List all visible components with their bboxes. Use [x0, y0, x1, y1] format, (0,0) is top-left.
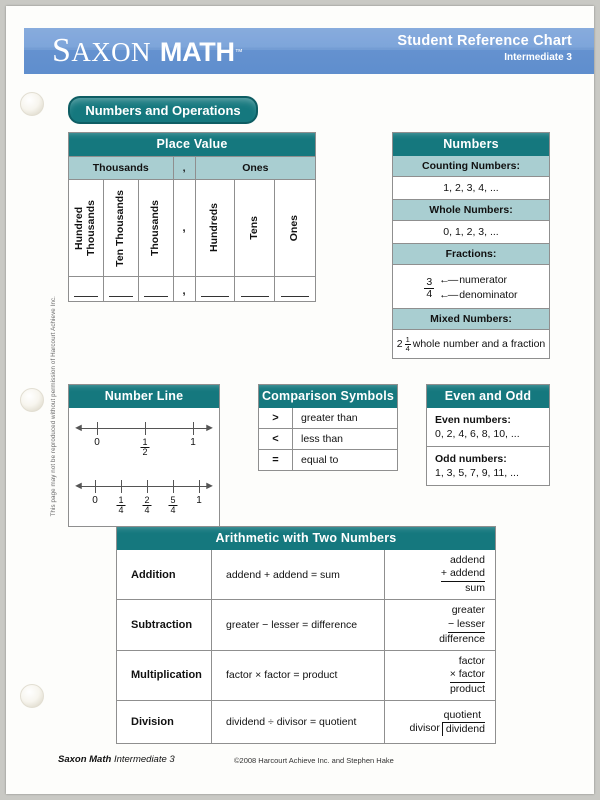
comparison-title: Comparison Symbols — [259, 385, 397, 408]
place-value-groups — [69, 156, 315, 179]
numbers-panel — [392, 132, 550, 359]
table-row — [259, 408, 397, 428]
symbol-less-than: < — [259, 429, 293, 449]
even-numbers-value: 0, 2, 4, 6, 8, 10, ... — [435, 428, 520, 440]
arithmetic-panel — [116, 526, 496, 744]
comma-separator: , — [182, 285, 186, 297]
page-subtitle: Intermediate 3 — [504, 52, 572, 63]
symbol-greater-than: > — [259, 408, 293, 428]
axis-line — [79, 428, 209, 429]
footer-copyright: ©2008 Harcourt Achieve Inc. and Stephen Hake — [234, 756, 394, 765]
column-ten-thousands: Ten Thousands — [114, 189, 126, 267]
fraction-stack — [424, 277, 434, 300]
denominator-callout: ←— denominator — [439, 289, 518, 302]
even-numbers-label: Even numbers: — [435, 414, 511, 426]
table-row — [117, 599, 495, 649]
vertical-form-long-division — [385, 701, 495, 743]
group-ones: Ones — [196, 157, 315, 179]
group-thousands: Thousands — [69, 157, 174, 179]
table-row — [117, 550, 495, 599]
column-hundred-thousands: Hundred Thousands — [73, 200, 97, 257]
table-row — [259, 449, 397, 470]
number-line-title: Number Line — [69, 385, 219, 408]
column-ones: Ones — [288, 214, 301, 242]
copyright-sidenote: This page may not be reproduced without permission of Harcourt Achieve Inc. — [50, 296, 57, 517]
fraction-diagram — [393, 265, 549, 308]
divisor-label: divisor — [409, 722, 440, 735]
write-in-blank[interactable] — [201, 296, 229, 297]
group-comma: , — [174, 157, 196, 179]
place-value-panel — [68, 132, 316, 302]
trademark-icon: ™ — [234, 47, 243, 57]
counting-numbers-label: Counting Numbers: — [393, 156, 549, 177]
operation-equation: factor × factor = product — [212, 651, 385, 700]
place-value-title: Place Value — [69, 133, 315, 156]
table-row — [117, 650, 495, 700]
section-tab-numbers-and-operations — [68, 96, 258, 124]
write-in-blank[interactable] — [144, 296, 168, 297]
even-numbers-cell — [427, 408, 549, 446]
counting-numbers-value: 1, 2, 3, 4, ... — [443, 182, 499, 194]
mixed-numbers-label: Mixed Numbers: — [393, 308, 549, 330]
symbol-meaning: greater than — [301, 412, 358, 424]
tick-label: 0 — [92, 495, 98, 506]
odd-numbers-value: 1, 3, 5, 7, 9, 11, ... — [435, 467, 519, 479]
vertical-form: addend + addend sum — [440, 554, 485, 595]
quotient-label: quotient — [443, 708, 481, 721]
footer-left — [58, 754, 175, 765]
symbol-meaning: equal to — [301, 454, 339, 466]
arithmetic-title: Arithmetic with Two Numbers — [117, 527, 495, 550]
tick-label: 0 — [94, 437, 100, 448]
operation-name: Subtraction — [117, 600, 212, 649]
table-row — [259, 428, 397, 449]
symbol-equal-to: = — [259, 450, 293, 470]
number-line-halves — [69, 414, 219, 460]
column-tens: Tens — [248, 216, 261, 240]
mixed-fraction-part: 1 4 — [405, 335, 410, 353]
tick-label: $\frac{5}{4}$ — [170, 495, 176, 516]
write-in-blank[interactable] — [281, 296, 310, 297]
logo-saxon-text: SAXON — [52, 32, 151, 69]
symbol-meaning: less than — [301, 433, 344, 445]
operation-name: Division — [117, 701, 212, 743]
even-and-odd-panel — [426, 384, 550, 486]
operation-equation: greater − lesser = difference — [212, 600, 385, 649]
tick-label: 1 — [196, 495, 202, 506]
operation-equation: dividend ÷ divisor = quotient — [212, 701, 385, 743]
arrow-left-icon: ◄ — [73, 422, 84, 434]
fractions-label: Fractions: — [393, 243, 549, 265]
binder-hole — [20, 684, 44, 708]
column-thousands: Thousands — [148, 199, 161, 256]
whole-numbers-label: Whole Numbers: — [393, 199, 549, 221]
mixed-numbers-value — [393, 330, 549, 358]
operation-equation: addend + addend = sum — [212, 550, 385, 599]
column-comma: , — [182, 222, 186, 234]
comparison-symbols-panel — [258, 384, 398, 471]
arrow-right-icon: ► — [204, 422, 215, 434]
mixed-description: whole number and a fraction — [412, 338, 546, 351]
tick-label: 1 — [190, 437, 196, 448]
fraction-numerator: 3 — [426, 275, 433, 288]
operation-name: Addition — [117, 550, 212, 599]
write-in-blank[interactable] — [74, 296, 98, 297]
arrow-right-icon: ► — [204, 480, 215, 492]
axis-line — [79, 486, 209, 487]
numerator-callout: ←— numerator — [439, 274, 508, 286]
write-in-blank[interactable] — [241, 296, 269, 297]
tick-label: $\frac{1}{4}$ — [118, 495, 124, 516]
section-tab-label: Numbers and Operations — [85, 102, 241, 118]
reference-chart-page — [6, 6, 594, 794]
place-value-columns — [69, 179, 315, 276]
numbers-title: Numbers — [393, 133, 549, 156]
fraction-denominator: 4 — [426, 287, 433, 300]
table-row — [117, 700, 495, 743]
operation-name: Multiplication — [117, 651, 212, 700]
page-title: Student Reference Chart — [397, 33, 572, 49]
number-line-fourths — [69, 472, 219, 518]
place-value-write-in-row — [69, 276, 315, 301]
mixed-whole-part: 2 — [396, 338, 403, 351]
tick-label: $\frac{2}{4}$ — [144, 495, 150, 516]
logo-math-text: MATH — [159, 37, 235, 67]
binder-hole — [20, 388, 44, 412]
vertical-form: greater − lesser difference — [439, 604, 485, 645]
write-in-blank[interactable] — [109, 296, 133, 297]
arrow-left-icon: ←— — [439, 274, 457, 286]
footer-book-title: Saxon Math — [58, 754, 112, 765]
odd-numbers-label: Odd numbers: — [435, 453, 507, 465]
column-hundreds: Hundreds — [208, 203, 221, 253]
whole-numbers-value: 0, 1, 2, 3, ... — [443, 226, 499, 238]
saxon-math-logo — [52, 32, 243, 70]
vertical-form: factor × factor product — [449, 654, 485, 695]
number-line-panel — [68, 384, 220, 527]
binder-hole — [20, 92, 44, 116]
dividend-label: dividend — [442, 722, 485, 736]
header-title-block — [397, 33, 572, 63]
tick-label: $\frac{1}{2}$ — [142, 437, 148, 458]
odd-numbers-cell — [427, 446, 549, 485]
arrow-left-icon: ◄ — [73, 480, 84, 492]
footer-book-level: Intermediate 3 — [113, 754, 175, 765]
arrow-left-icon: ←— — [439, 289, 457, 302]
even-odd-title: Even and Odd — [427, 385, 549, 408]
